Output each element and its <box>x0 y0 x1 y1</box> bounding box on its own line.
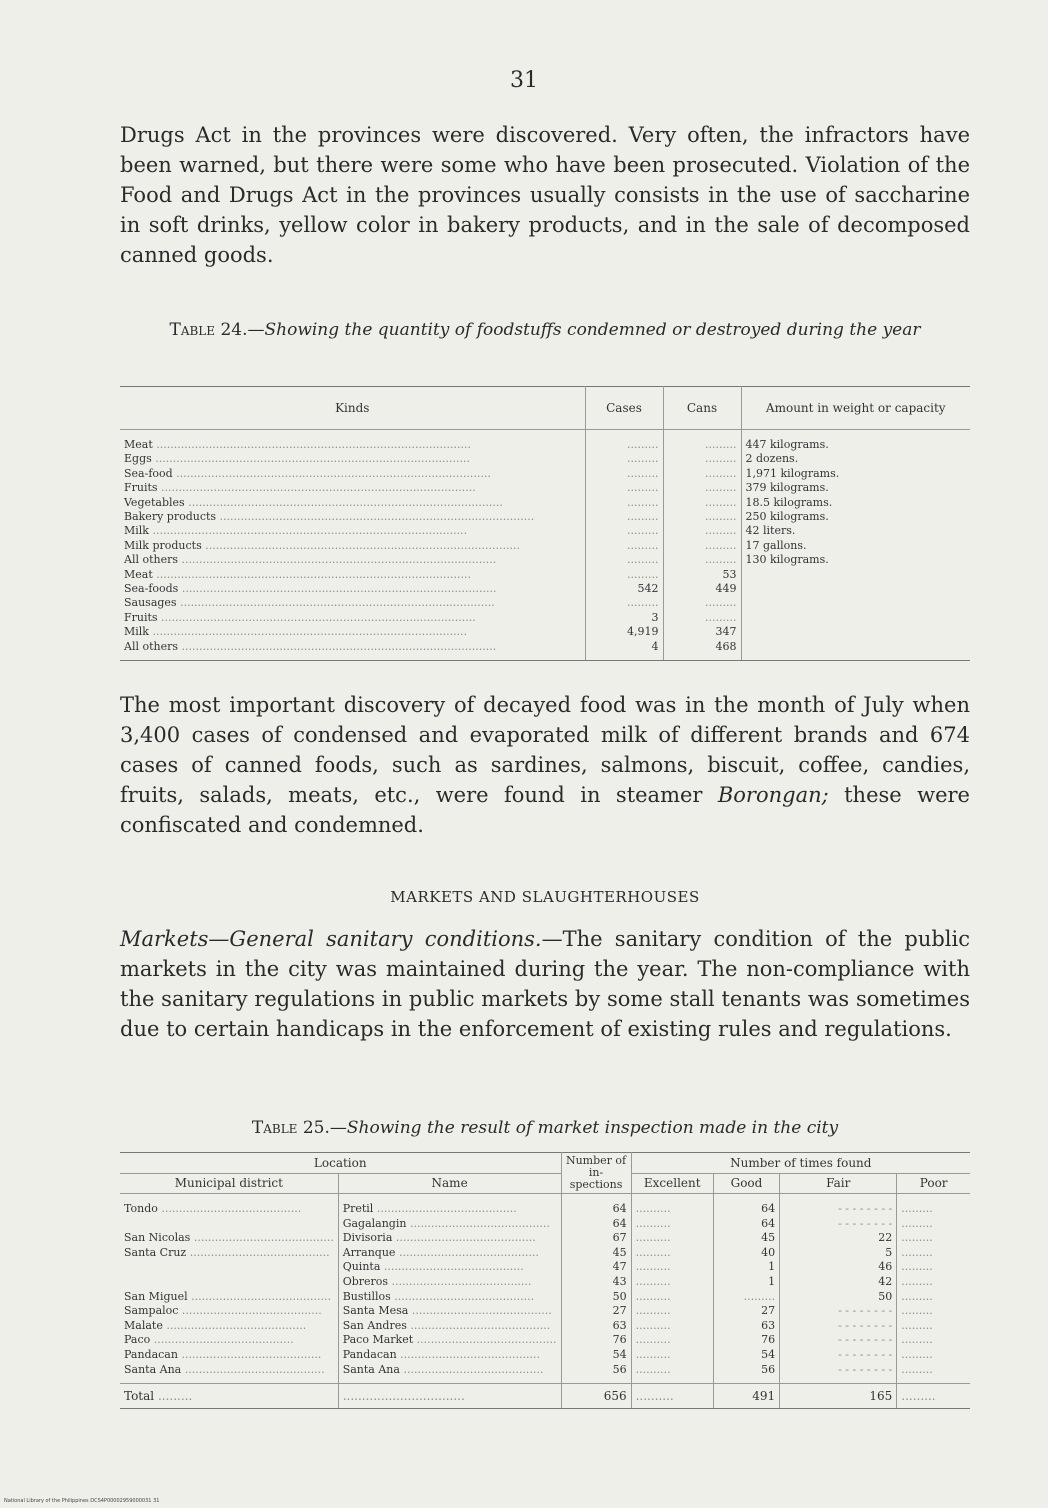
table-foodstuffs-condemned <box>120 386 970 661</box>
inspections-cell: 56 <box>561 1363 631 1384</box>
market-name: Santa Ana <box>342 1362 400 1376</box>
excellent-cell: .......... <box>631 1231 713 1246</box>
cases-cell: ......... <box>585 452 663 466</box>
header-fair: Fair <box>780 1173 897 1194</box>
market-name: Obreros <box>342 1274 389 1288</box>
inspections-cell: 43 <box>561 1275 631 1290</box>
table-row <box>120 1275 970 1290</box>
market-name: San Andres <box>342 1318 407 1332</box>
cases-cell: ......... <box>585 539 663 553</box>
poor-cell: ......... <box>901 1274 933 1288</box>
fair-cell: - - - - - - - - <box>780 1194 897 1217</box>
market-name-cell: Bustillos ........................................ <box>338 1290 561 1305</box>
kind-label: All others <box>124 639 179 653</box>
total-name-cell: ................................ <box>338 1384 561 1409</box>
header-poor: Poor <box>897 1173 970 1194</box>
kind-label: Vegetables <box>124 495 185 509</box>
paragraph-text-main: The most important discovery of decayed food was in the month of July when 3,400 cases of condensed and evaporated milk of different brands and 674 cases of canned foods, such as sardines, salmons, biscuit, coffee, candies, fruits, salads, meats, etc., were found in steamer <box>120 693 970 807</box>
table25-body <box>120 1194 970 1384</box>
district-cell: Malate ........................................ <box>120 1319 338 1334</box>
market-name-cell: Pretil ........................................ <box>338 1194 561 1217</box>
excellent-cell: .......... <box>631 1348 713 1363</box>
cans-cell: ......... <box>663 430 741 453</box>
cases-cell: 4 <box>585 640 663 661</box>
excellent-cell: .......... <box>631 1275 713 1290</box>
amount-cell: 42 liters. <box>745 524 796 538</box>
good-cell: 64 <box>713 1194 779 1217</box>
kind-cell: Milk products .......................................................................................... <box>120 539 585 553</box>
district-cell: Santa Cruz ........................................ <box>120 1246 338 1261</box>
kind-cell: Bakery products .......................................................................................... <box>120 510 585 524</box>
good-cell: 64 <box>713 1217 779 1232</box>
inspections-cell: 67 <box>561 1231 631 1246</box>
amount-cell: 250 kilograms. <box>745 510 829 524</box>
kind-label: Meat <box>124 567 153 581</box>
district-cell <box>120 1217 338 1232</box>
kind-label: Milk <box>124 524 149 538</box>
kind-label: Sausages <box>124 596 177 610</box>
market-name: Quinta <box>342 1260 381 1274</box>
kind-label: Bakery products <box>124 510 217 524</box>
kind-label: Eggs <box>124 452 152 466</box>
market-name-cell: Quinta ........................................ <box>338 1260 561 1275</box>
district-label: Paco <box>124 1333 151 1347</box>
cases-cell: ......... <box>585 467 663 481</box>
inspections-cell: 63 <box>561 1319 631 1334</box>
district-label: Tondo <box>124 1202 158 1215</box>
district-cell <box>120 1260 338 1275</box>
fair-cell: - - - - - - - - <box>780 1333 897 1348</box>
kind-label: All others <box>124 553 179 567</box>
total-fair: 165 <box>780 1384 897 1409</box>
table-row <box>120 1260 970 1275</box>
kind-cell: Vegetables .......................................................................................... <box>120 496 585 510</box>
cans-cell: 449 <box>663 582 741 596</box>
excellent-cell: .......... <box>631 1363 713 1384</box>
table-row <box>120 1363 970 1384</box>
cans-cell: ......... <box>663 481 741 495</box>
fair-cell: - - - - - - - - <box>780 1217 897 1232</box>
district-cell: San Miguel ........................................ <box>120 1290 338 1305</box>
market-name-cell: Divisoria ........................................ <box>338 1231 561 1246</box>
table-row <box>120 596 970 610</box>
fair-cell: - - - - - - - - <box>780 1319 897 1334</box>
kind-label: Meat <box>124 438 153 451</box>
caption-text: —Showing the result of market inspection made in the city <box>329 1118 839 1138</box>
page-number: 31 <box>510 68 538 93</box>
good-cell: 27 <box>713 1304 779 1319</box>
amount-cell <box>741 582 970 596</box>
table-row <box>120 496 970 510</box>
header-amount: Amount in weight or capacity <box>741 387 970 430</box>
inspections-cell: 50 <box>561 1290 631 1305</box>
inspections-cell: 54 <box>561 1348 631 1363</box>
table-row <box>120 1319 970 1334</box>
total-poor: ......... <box>897 1384 970 1409</box>
kind-cell: Fruits .......................................................................................... <box>120 611 585 625</box>
fair-cell: - - - - - - - - <box>780 1363 897 1384</box>
district-label: Santa Cruz <box>124 1245 187 1259</box>
table24-body <box>120 430 970 661</box>
section-heading: MARKETS AND SLAUGHTERHOUSES <box>390 888 700 906</box>
cases-cell: 4,919 <box>585 625 663 639</box>
table-market-inspection <box>120 1152 970 1409</box>
poor-cell: ......... <box>901 1260 933 1274</box>
amount-cell: 1,971 kilograms. <box>745 466 840 480</box>
market-name-cell: San Andres ........................................ <box>338 1319 561 1334</box>
district-label: San Miguel <box>124 1289 188 1303</box>
amount-cell: 2 dozens. <box>745 452 799 466</box>
cans-cell: ......... <box>663 452 741 466</box>
market-name-cell: Santa Ana ........................................ <box>338 1363 561 1384</box>
paragraph-text-main: —The sanitary condition of the public markets in the city was maintained during the year. The non-compliance with the sanitary regulations in public markets by some stall tenants was sometimes due to certain handicaps in the enforcement of existing rules and regulations. <box>120 927 970 1041</box>
poor-cell: ......... <box>901 1231 933 1245</box>
kind-cell: Sea-foods .......................................................................................... <box>120 582 585 596</box>
total-excellent: .......... <box>631 1384 713 1409</box>
poor-cell: ......... <box>901 1304 933 1318</box>
inspections-cell: 76 <box>561 1333 631 1348</box>
good-cell: 76 <box>713 1333 779 1348</box>
district-cell: Paco ........................................ <box>120 1333 338 1348</box>
table-row <box>120 524 970 538</box>
inspections-cell: 64 <box>561 1217 631 1232</box>
table-row <box>120 582 970 596</box>
cans-cell: 468 <box>663 640 741 661</box>
table-row <box>120 1333 970 1348</box>
market-name: Pandacan <box>342 1347 397 1361</box>
kind-cell: Sausages .......................................................................................... <box>120 596 585 610</box>
cases-cell: ......... <box>585 524 663 538</box>
caption-lead: Table 25. <box>251 1118 330 1138</box>
table24-caption <box>120 318 970 342</box>
kind-cell: Meat .......................................................................................... <box>120 430 585 453</box>
cans-cell: ......... <box>663 496 741 510</box>
fair-cell: - - - - - - - - <box>780 1304 897 1319</box>
district-label: Pandacan <box>124 1347 178 1361</box>
cases-cell: ......... <box>585 430 663 453</box>
inspections-cell: 27 <box>561 1304 631 1319</box>
excellent-cell: .......... <box>631 1246 713 1261</box>
kind-cell: Meat .......................................................................................... <box>120 568 585 582</box>
excellent-cell: .......... <box>631 1304 713 1319</box>
cans-cell: ......... <box>663 553 741 567</box>
table-row <box>120 452 970 466</box>
header-times-found: Number of times found <box>631 1153 970 1174</box>
table-row <box>120 625 970 639</box>
cases-cell: 3 <box>585 611 663 625</box>
market-name-cell: Pandacan ........................................ <box>338 1348 561 1363</box>
district-label: San Nicolas <box>124 1231 191 1245</box>
fair-cell: 50 <box>780 1290 897 1305</box>
fair-cell: - - - - - - - - <box>780 1348 897 1363</box>
good-cell: 63 <box>713 1319 779 1334</box>
cases-cell: ......... <box>585 568 663 582</box>
good-cell: 56 <box>713 1363 779 1384</box>
table-header-row <box>120 1153 970 1174</box>
kind-cell: Eggs .......................................................................................... <box>120 452 585 466</box>
poor-cell: ......... <box>901 1347 933 1361</box>
district-cell: Tondo ........................................ <box>120 1194 338 1217</box>
table-row <box>120 481 970 495</box>
header-good: Good <box>713 1173 779 1194</box>
kind-label: Milk <box>124 625 149 639</box>
district-cell: Pandacan ........................................ <box>120 1348 338 1363</box>
paragraph-lead: Markets—General sanitary conditions. <box>120 927 542 951</box>
amount-cell <box>741 596 970 610</box>
table-row <box>120 1194 970 1217</box>
excellent-cell: .......... <box>631 1217 713 1232</box>
fair-cell: 42 <box>780 1275 897 1290</box>
market-name: Gagalangin <box>342 1216 407 1230</box>
market-name: Arranque <box>342 1245 396 1259</box>
total-label: Total ......... <box>120 1384 338 1409</box>
poor-cell: ......... <box>897 1363 970 1384</box>
cans-cell: ......... <box>663 611 741 625</box>
table-row <box>120 1217 970 1232</box>
table-row <box>120 1231 970 1246</box>
table-subheader-row <box>120 1173 970 1194</box>
market-name-cell: Arranque ........................................ <box>338 1246 561 1261</box>
caption-lead: Table 24. <box>169 320 248 340</box>
market-name: Pretil <box>342 1202 374 1215</box>
table-header-row <box>120 387 970 430</box>
district-cell <box>120 1275 338 1290</box>
poor-cell: ......... <box>901 1245 933 1259</box>
ship-name: Borongan; <box>717 783 829 807</box>
header-name: Name <box>338 1173 561 1194</box>
market-name: Bustillos <box>342 1289 391 1303</box>
district-label: Malate <box>124 1318 163 1332</box>
kind-cell: Sea-food .......................................................................................... <box>120 467 585 481</box>
kind-cell: Fruits .......................................................................................... <box>120 481 585 495</box>
paragraph-text: Drugs Act in the provinces were discovered. Very often, the infractors have been warned, but there were some who have been prosecuted. Violation of the Food and Drugs Act in the provinces usually consists in the use of saccharine in soft drinks, yellow color in bakery products, and in the sale of decomposed canned goods. <box>120 123 970 267</box>
good-cell: 54 <box>713 1348 779 1363</box>
kind-cell: Milk .......................................................................................... <box>120 625 585 639</box>
kind-label: Sea-food <box>124 466 173 480</box>
market-name: Santa Mesa <box>342 1304 409 1318</box>
amount-cell <box>741 611 970 625</box>
kind-label: Milk products <box>124 538 202 552</box>
table-row <box>120 1290 970 1305</box>
market-name-cell: Obreros ........................................ <box>338 1275 561 1290</box>
paragraph-food-drugs-act <box>120 120 970 270</box>
market-name: Paco Market <box>342 1333 414 1347</box>
paragraph-text <box>120 690 970 840</box>
poor-cell: ......... <box>901 1202 933 1215</box>
district-cell: Sampaloc ........................................ <box>120 1304 338 1319</box>
good-cell: 1 <box>713 1260 779 1275</box>
paragraph-text-end: these were confiscated and condemned. <box>120 783 970 837</box>
kind-cell: All others .......................................................................................... <box>120 640 585 661</box>
poor-cell: ......... <box>901 1333 933 1347</box>
amount-cell: 379 kilograms. <box>745 481 829 495</box>
total-good: 491 <box>713 1384 779 1409</box>
table25-caption <box>120 1116 970 1140</box>
table-row <box>120 467 970 481</box>
table-row <box>120 1348 970 1363</box>
header-cases: Cases <box>585 387 663 430</box>
kind-label: Fruits <box>124 610 158 624</box>
good-cell: 1 <box>713 1275 779 1290</box>
cases-cell: ......... <box>585 510 663 524</box>
amount-cell: 130 kilograms. <box>745 553 829 567</box>
market-name-cell: Santa Mesa ........................................ <box>338 1304 561 1319</box>
district-cell: Santa Ana ........................................ <box>120 1363 338 1384</box>
cans-cell: 347 <box>663 625 741 639</box>
market-name-cell: Gagalangin ........................................ <box>338 1217 561 1232</box>
paragraph-decayed-food <box>120 690 970 840</box>
fair-cell: 22 <box>780 1231 897 1246</box>
kind-cell: Milk .......................................................................................... <box>120 524 585 538</box>
cases-cell: ......... <box>585 496 663 510</box>
market-name-cell: Paco Market ........................................ <box>338 1333 561 1348</box>
poor-cell: ......... <box>901 1289 933 1303</box>
market-name: Divisoria <box>342 1231 393 1245</box>
paragraph-text <box>120 924 970 1044</box>
excellent-cell: .......... <box>631 1290 713 1305</box>
caption-text: —Showing the quantity of foodstuffs condemned or destroyed during the year <box>247 320 921 340</box>
amount-cell <box>741 568 970 582</box>
header-district: Municipal district <box>120 1173 338 1194</box>
table-row <box>120 640 970 661</box>
header-excellent: Excellent <box>631 1173 713 1194</box>
cans-cell: ......... <box>663 539 741 553</box>
kind-label: Fruits <box>124 481 158 495</box>
table-row <box>120 568 970 582</box>
amount-cell: 447 kilograms. <box>745 438 829 451</box>
district-label: Sampaloc <box>124 1304 179 1318</box>
poor-cell: ......... <box>901 1318 933 1332</box>
excellent-cell: .......... <box>631 1194 713 1217</box>
cans-cell: ......... <box>663 510 741 524</box>
inspections-cell: 64 <box>561 1194 631 1217</box>
district-cell: San Nicolas ........................................ <box>120 1231 338 1246</box>
total-label-text: Total <box>124 1389 155 1404</box>
cases-cell: ......... <box>585 553 663 567</box>
fair-cell: 5 <box>780 1246 897 1261</box>
amount-cell <box>741 640 970 661</box>
good-cell: 40 <box>713 1246 779 1261</box>
table-row <box>120 539 970 553</box>
poor-cell: ......... <box>901 1216 933 1230</box>
good-cell: 45 <box>713 1231 779 1246</box>
scan-footer: National Library of the Philippines DCS4P00002959000031 31 <box>4 1498 160 1504</box>
header-inspections: Number of in-spections <box>561 1153 631 1194</box>
excellent-cell: .......... <box>631 1260 713 1275</box>
cans-cell: ......... <box>663 596 741 610</box>
cases-cell: 542 <box>585 582 663 596</box>
cans-cell: ......... <box>663 467 741 481</box>
table-row <box>120 553 970 567</box>
fair-cell: 46 <box>780 1260 897 1275</box>
total-inspections: 656 <box>561 1384 631 1409</box>
excellent-cell: .......... <box>631 1333 713 1348</box>
header-cans: Cans <box>663 387 741 430</box>
good-cell: ......... <box>713 1290 779 1305</box>
district-label: Santa Ana <box>124 1362 182 1376</box>
header-kinds: Kinds <box>120 387 585 430</box>
table-row <box>120 611 970 625</box>
amount-cell <box>741 625 970 639</box>
total-row <box>120 1384 970 1409</box>
table-row <box>120 430 970 453</box>
inspections-cell: 45 <box>561 1246 631 1261</box>
header-location: Location <box>120 1153 561 1174</box>
table-row <box>120 1246 970 1261</box>
cans-cell: 53 <box>663 568 741 582</box>
table-row <box>120 1304 970 1319</box>
amount-cell: 17 gallons. <box>745 538 807 552</box>
kind-cell: All others .......................................................................................... <box>120 553 585 567</box>
excellent-cell: .......... <box>631 1319 713 1334</box>
paragraph-markets <box>120 924 970 1044</box>
table-row <box>120 510 970 524</box>
inspections-cell: 47 <box>561 1260 631 1275</box>
amount-cell: 18.5 kilograms. <box>745 495 833 509</box>
cans-cell: ......... <box>663 524 741 538</box>
kind-label: Sea-foods <box>124 582 179 596</box>
cases-cell: ......... <box>585 596 663 610</box>
cases-cell: ......... <box>585 481 663 495</box>
